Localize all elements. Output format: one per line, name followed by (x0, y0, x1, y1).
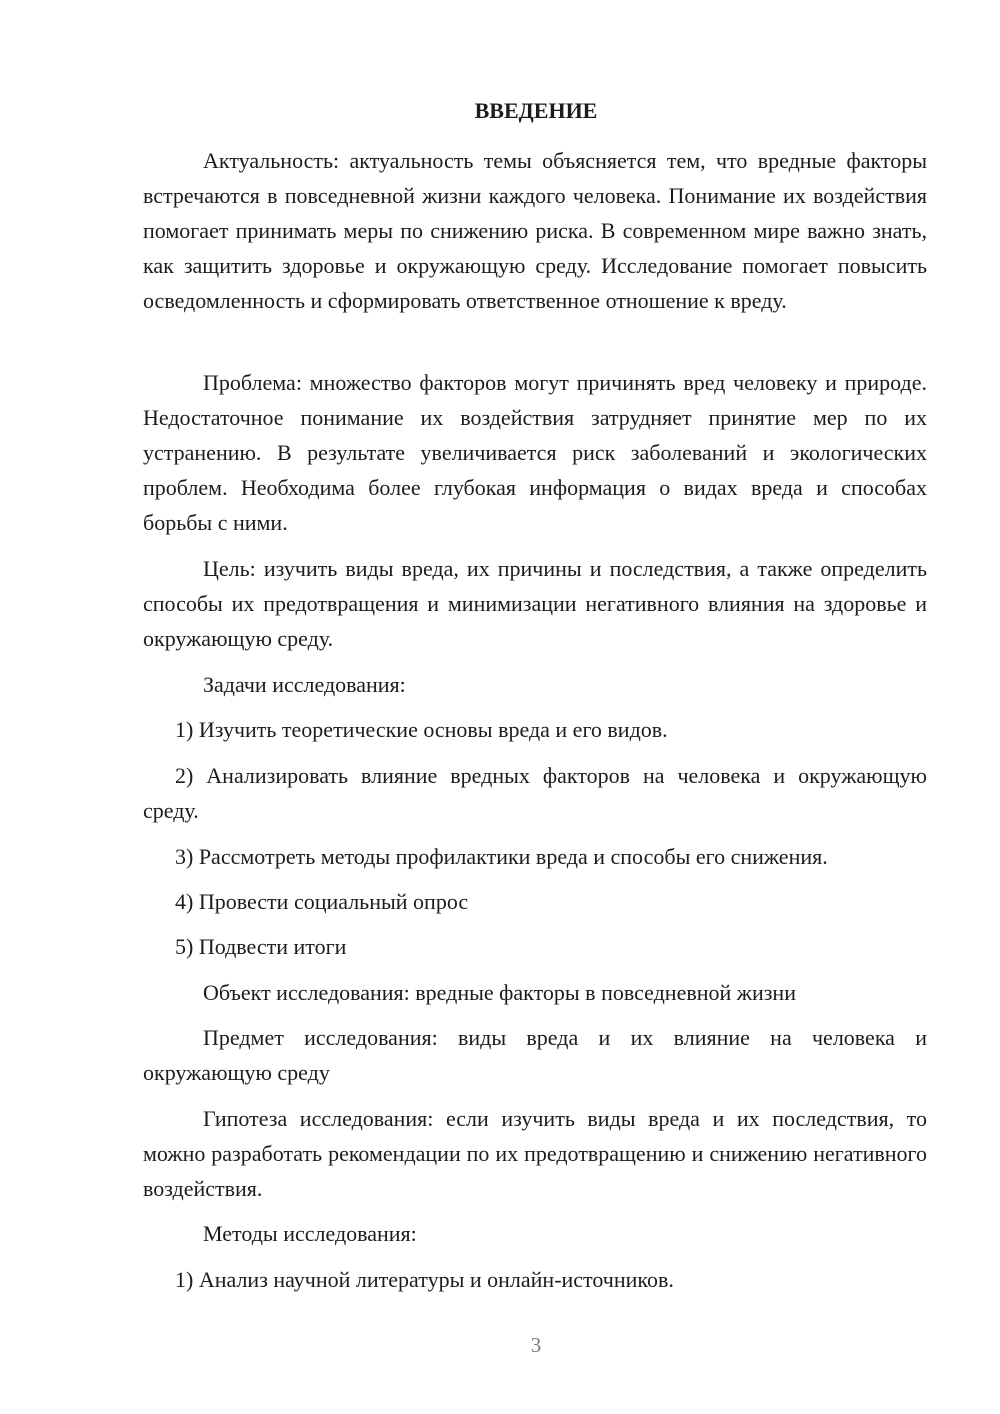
tasks-heading: Задачи исследования: (203, 672, 406, 697)
task-item: 1) Изучить теоретические основы вреда и его видов. (175, 717, 668, 742)
task-item: 5) Подвести итоги (175, 934, 347, 959)
problem-paragraph: Проблема: множество факторов могут причинять вред человеку и природе. Недостаточное понимание их воздействия затрудняет принятие мер по их устранению. В результате увеличивается риск заболеваний и экологических проблем. Необходима более глубокая информация о видах вреда и способах борьбы с ними. (143, 370, 927, 535)
object-paragraph: Объект исследования: вредные факторы в повседневной жизни (203, 980, 796, 1005)
task-item: 3) Рассмотреть методы профилактики вреда и способы его снижения. (175, 844, 828, 869)
page-number: 3 (530, 1333, 542, 1357)
methods-heading: Методы исследования: (203, 1221, 417, 1246)
goal-paragraph: Цель: изучить виды вреда, их причины и последствия, а также определить способы их предотвращения и минимизации негативного влияния на здоровье и окружающую среду. (143, 556, 927, 651)
page-title: ВВЕДЕНИЕ (474, 98, 598, 123)
task-item: 2) Анализировать влияние вредных факторов на человека и окружающую среду. (143, 763, 927, 823)
hypothesis-paragraph: Гипотеза исследования: если изучить виды вреда и их последствия, то можно разработать рекомендации по их предотвращению и снижению негативного воздействия. (143, 1106, 927, 1201)
subject-paragraph: Предмет исследования: виды вреда и их влияние на человека и окружающую среду (143, 1025, 927, 1085)
task-item: 4) Провести социальный опрос (175, 889, 469, 914)
method-item: 1) Анализ научной литературы и онлайн-источников. (175, 1267, 674, 1292)
relevance-paragraph: Актуальность: актуальность темы объясняется тем, что вредные факторы встречаются в повседневной жизни каждого человека. Понимание их воздействия помогает принимать меры по снижению риска. В современном мире важно знать, как защитить здоровье и окружающую среду. Исследование помогает повысить осведомленность и сформировать ответственное отношение к вреду. (143, 148, 927, 313)
